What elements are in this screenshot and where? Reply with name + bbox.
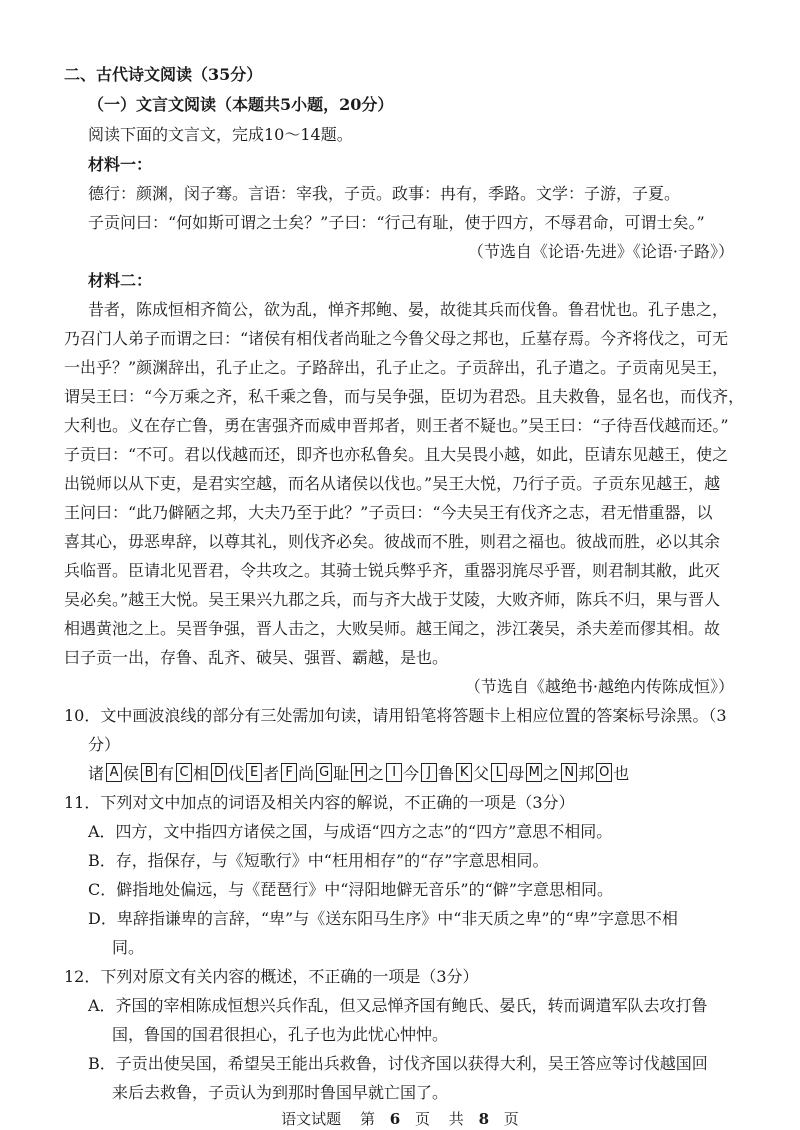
code-char: 诸: [88, 764, 105, 783]
page-footer: [0, 1108, 800, 1129]
material2-source: （节选自《越绝书·越绝内传陈成恒》）: [464, 677, 734, 696]
code-char: 者: [263, 764, 280, 783]
q11-option-d: D．卑辞指谦卑的言辞，“卑”与《送东阳马生序》中“非天质之卑”的“卑”字意思不相: [88, 909, 678, 928]
answer-code-box: E: [246, 763, 262, 782]
answer-code-box: B: [141, 763, 157, 782]
instruction: 阅读下面的文言文，完成10～14题。: [88, 125, 353, 144]
answer-code-box: J: [421, 763, 437, 782]
answer-code-box: F: [281, 763, 297, 782]
material2-line: 大利也。义在存亡鲁，勇在害强齐而威申晋邦者，则王者不疑也。”吴王曰：“子待吾伐越而还。”: [64, 416, 729, 435]
code-char: 邦: [578, 764, 595, 783]
code-char: 父: [473, 764, 490, 783]
footer-subject: 语文试题: [281, 1110, 342, 1128]
footer-ye: 页: [414, 1110, 430, 1128]
code-char: 也: [613, 764, 630, 783]
answer-code-box: D: [211, 763, 227, 782]
code-char: 侯: [123, 764, 140, 783]
q10-stem: 10．文中画波浪线的部分有三处需加句读，请用铅笔将答题卡上相应位置的答案标号涂黑。（3: [64, 706, 727, 725]
material2-line: 王问曰：“此乃僻陋之邦，大夫乃至于此？”子贡曰：“今夫吴王有伐齐之志，君无惜重器，以: [64, 503, 713, 522]
sub-title: （一）文言文阅读（本题共5小题，20分）: [88, 95, 394, 114]
footer-ye2: 页: [503, 1110, 519, 1128]
material2-line: 一出乎？”颜渊辞出，孔子止之。子路辞出，孔子止之。子贡辞出，孔子遣之。子贡南见吴王，: [64, 358, 729, 377]
material2-line: 昔者，陈成恒相齐简公，欲为乱，惮齐邦鲍、晏，故徙其兵而伐鲁。鲁君忧也。孔子患之，: [88, 300, 729, 319]
q10-stem-cont: 分）: [88, 735, 121, 754]
material1-label: 材料一：: [88, 155, 153, 174]
q11-option-d-cont: 同。: [112, 938, 145, 957]
answer-code-box: G: [316, 763, 332, 782]
section-title: 二、古代诗文阅读（35分）: [64, 65, 263, 84]
footer-total-pages: 8: [478, 1110, 490, 1128]
answer-code-box: O: [596, 763, 612, 782]
answer-code-box: A: [106, 763, 122, 782]
material2-line: 子贡曰：“不可。君以伐越而还，即齐也亦私鲁矣。且大吴畏小越，如此，臣请东见越王，使之: [64, 445, 729, 464]
material2-line: 乃召门人弟子而谓之曰：“诸侯有相伐者尚耻之今鲁父母之邦也，丘墓存焉。今齐将伐之，可无: [64, 329, 729, 348]
q11-stem: 11．下列对文中加点的词语及相关内容的解说，不正确的一项是（3分）: [64, 793, 575, 812]
q12-option-b: B．子贡出使吴国，希望吴王能出兵救鲁，讨伐齐国以获得大利，吴王答应等讨伐越国回: [88, 1054, 708, 1073]
footer-di: 第: [359, 1110, 375, 1128]
code-char: 耻: [333, 764, 350, 783]
q11-option-a: A．四方，文中指四方诸侯之国，与成语“四方之志”的“四方”意思不相同。: [88, 822, 613, 841]
material1-source: （节选自《论语·先进》《论语·子路》）: [467, 242, 734, 261]
footer-page-number: 6: [389, 1110, 401, 1128]
code-char: 之: [543, 764, 560, 783]
code-char: 鲁: [438, 764, 455, 783]
code-char: 母: [508, 764, 525, 783]
q12-option-a-cont: 国，鲁国的国君很担心，孔子也为此忧心忡忡。: [112, 1025, 449, 1044]
material2-line: 喜其心，毋恶卑辞，以尊其礼，则伐齐必矣。彼战而不胜，则君之福也。彼战而胜，必以其余: [64, 532, 721, 551]
material2-line: 吴必矣。”越王大悦。吴王果兴九郡之兵，而与齐大战于艾陵，大败齐师，陈兵不归，果与晋人: [64, 590, 721, 609]
q12-option-b-cont: 来后去救鲁，子贡认为到那时鲁国早就亡国了。: [112, 1083, 449, 1102]
code-char: 相: [193, 764, 210, 783]
q10-answer-codes: [88, 763, 630, 785]
material2-line: 相遇黄池之上。吴晋争强，晋人击之，大败吴师。越王闻之，涉江袭吴，杀夫差而僇其相。故: [64, 619, 721, 638]
answer-code-box: H: [351, 763, 367, 782]
answer-code-box: I: [386, 763, 402, 782]
q11-option-b: B．存，指保存，与《短歌行》中“枉用相存”的“存”字意思相同。: [88, 851, 549, 870]
material2-line: 出锐师以从下吏，是君实空越，而名从诸侯以伐也。”吴王大悦，乃行子贡。子贡东见越王，越: [64, 474, 721, 493]
answer-code-box: C: [176, 763, 192, 782]
code-char: 伐: [228, 764, 245, 783]
material1-line: 德行：颜渊，闵子骞。言语：宰我，子贡。政事：冉有，季路。文学：子游，子夏。: [88, 184, 681, 203]
code-char: 今: [403, 764, 420, 783]
code-char: 之: [368, 764, 385, 783]
q12-stem: 12．下列对原文有关内容的概述，不正确的一项是（3分）: [64, 967, 479, 986]
q12-option-a: A．齐国的宰相陈成恒想兴兵作乱，但又忌惮齐国有鲍氏、晏氏，转而调遣军队去攻打鲁: [88, 996, 708, 1015]
q11-option-c: C．僻指地处偏远，与《琵琶行》中“浔阳地僻无音乐”的“僻”字意思相同。: [88, 880, 613, 899]
material2-label: 材料二：: [88, 271, 153, 290]
material2-line: 曰子贡一出，存鲁、乱齐、破吴、强晋、霸越，是也。: [64, 648, 449, 667]
material2-line: 谓吴王曰：“今万乘之齐，私千乘之鲁，而与吴争强，臣切为君恐。且夫救鲁，显名也，而伐齐，: [64, 387, 745, 406]
material1-line: 子贡问曰：“何如斯可谓之士矣？”子曰：“行己有耻，使于四方，不辱君命，可谓士矣。”: [88, 213, 705, 232]
material2-line: 兵临晋。臣请北见晋君，令共攻之。其骑士锐兵弊乎齐，重器羽旄尽乎晋，则君制其敝，此灭: [64, 561, 721, 580]
answer-code-box: M: [526, 763, 542, 782]
answer-code-box: K: [456, 763, 472, 782]
answer-code-box: N: [561, 763, 577, 782]
code-char: 有: [158, 764, 175, 783]
answer-code-box: L: [491, 763, 507, 782]
footer-gong: 共: [448, 1110, 464, 1128]
code-char: 尚: [298, 764, 315, 783]
